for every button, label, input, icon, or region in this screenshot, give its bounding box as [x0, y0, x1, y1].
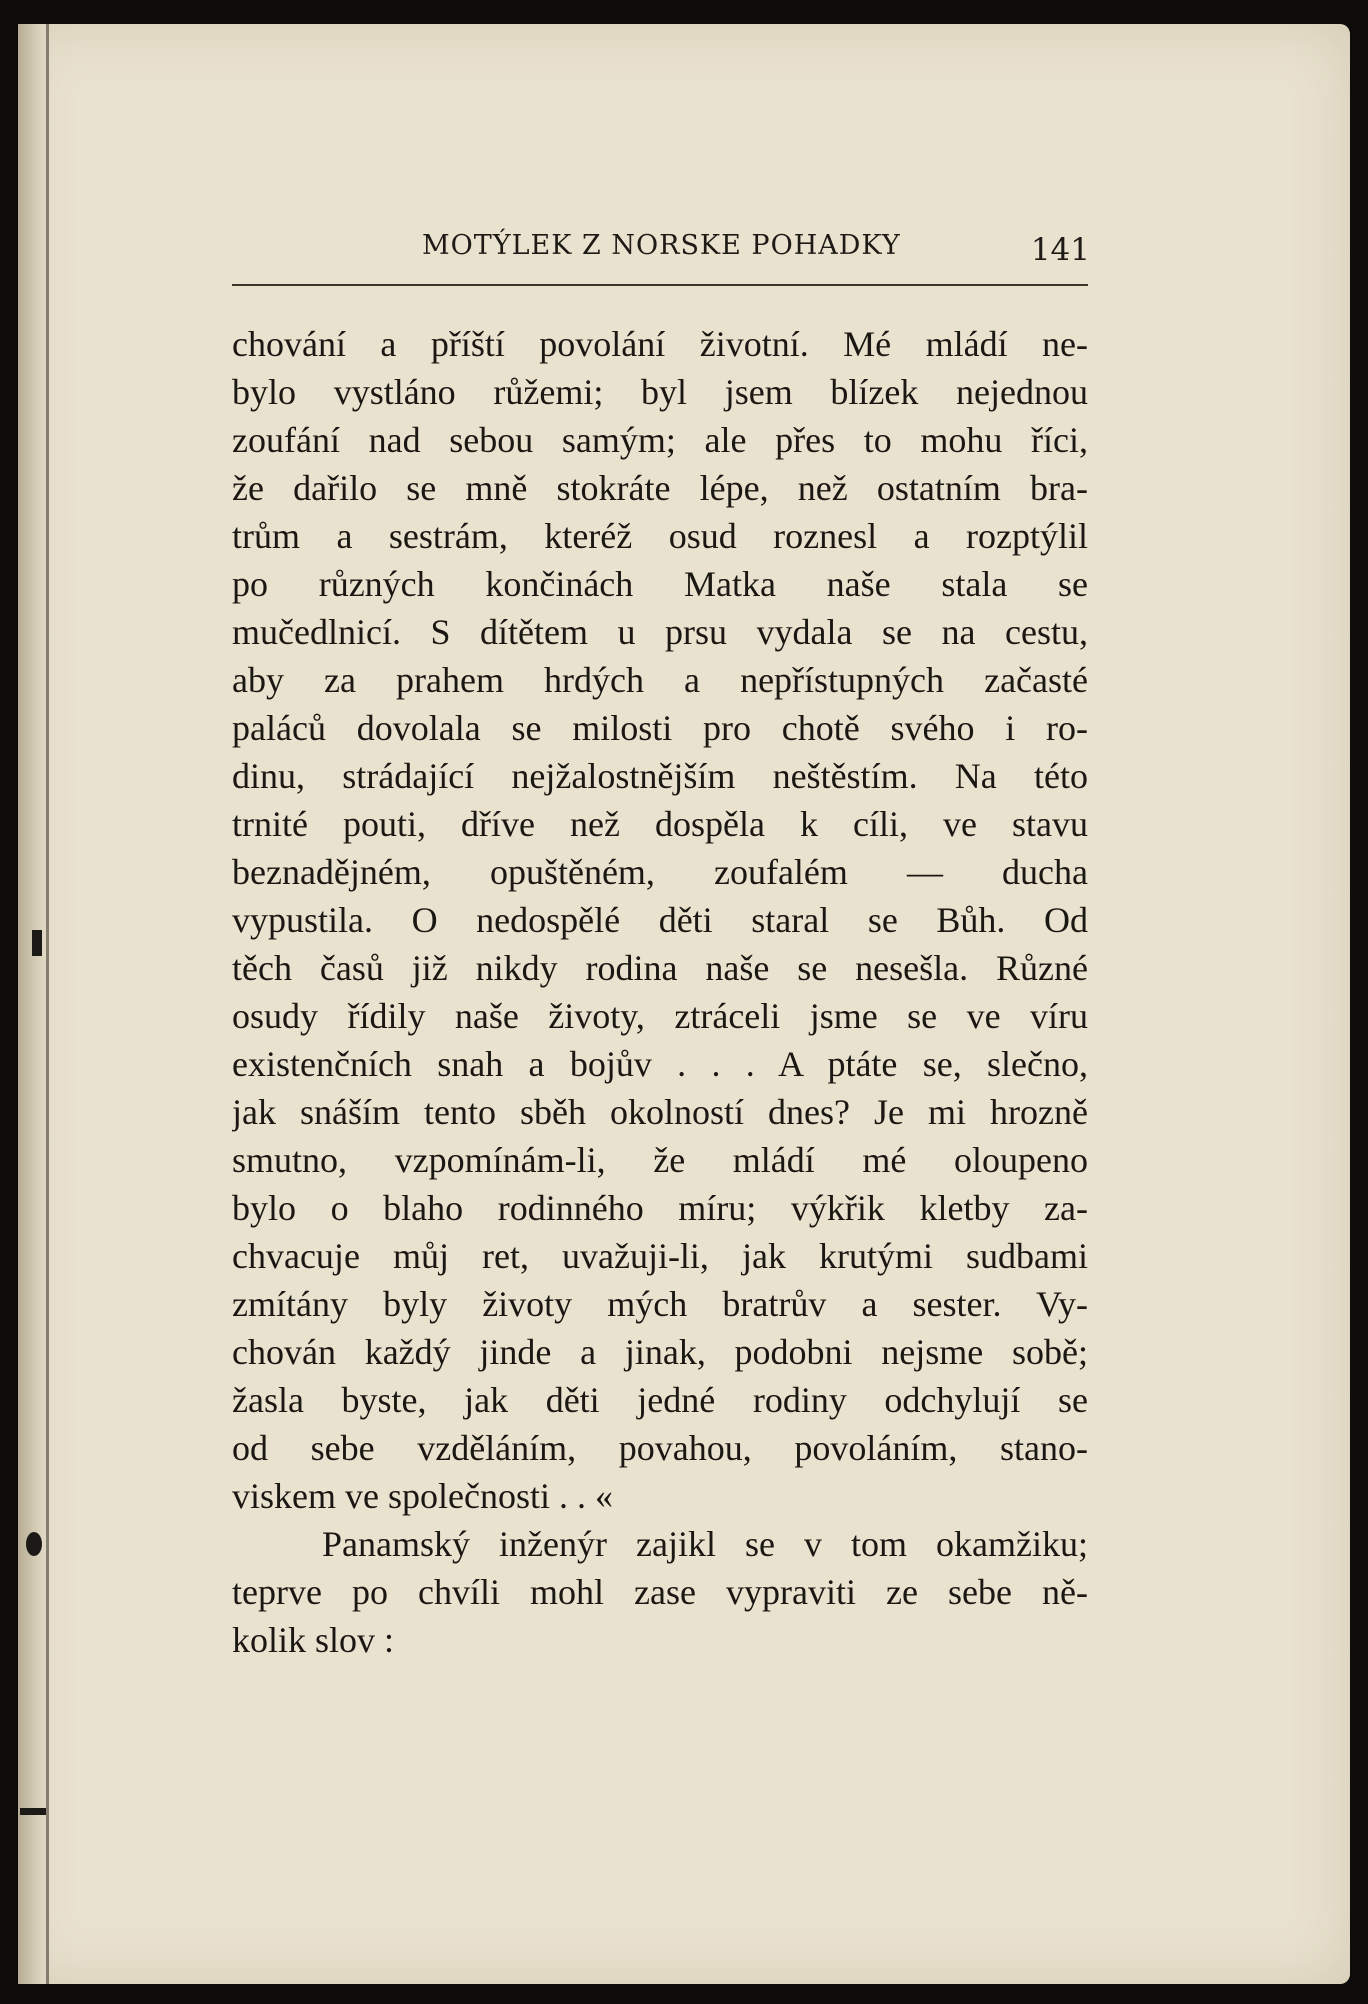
text-line: dinu, strádající nejžalostnějším neštěstím. Na této: [232, 756, 1088, 796]
text-line: chvacuje můj ret, uvažuji-li, jak krutými sudbami: [232, 1236, 1088, 1276]
paragraph-end-line: kolik slov :: [232, 1620, 395, 1660]
text-line: zoufání nad sebou samým; ale přes to mohu říci,: [232, 420, 1088, 460]
binding-mark: [20, 1808, 46, 1815]
text-line: těch časů již nikdy rodina naše se nesešla. Různé: [232, 948, 1088, 988]
text-line: bylo vystláno růžemi; byl jsem blízek nejednou: [232, 372, 1088, 412]
text-line: smutno, vzpomínám-li, že mládí mé oloupeno: [232, 1140, 1088, 1180]
page-number: 141: [1030, 232, 1090, 268]
text-line: po různých končinách Matka naše stala se: [232, 564, 1088, 604]
text-line: existenčních snah a bojův . . . A ptáte se, slečno,: [232, 1044, 1088, 1084]
binding-mark: [26, 1532, 42, 1556]
text-line: paláců dovolala se milosti pro chotě svého i ro-: [232, 708, 1088, 748]
page-header: [230, 222, 1090, 270]
paragraph-start-line: Panamský inženýr zajikl se v tom okamžiku;: [322, 1524, 1088, 1564]
text-line: že dařilo se mně stokráte lépe, než ostatním bra-: [232, 468, 1088, 508]
text-line: žasla byste, jak děti jedné rodiny odchylují se: [232, 1380, 1088, 1420]
text-line: trnité pouti, dříve než dospěla k cíli, ve stavu: [232, 804, 1088, 844]
binding-edge: [46, 24, 49, 1984]
text-line: od sebe vzděláním, povahou, povoláním, stano-: [232, 1428, 1088, 1468]
running-title: MOTÝLEK Z NORSKE POHADKY: [422, 230, 901, 261]
text-line: jak snáším tento sběh okolností dnes? Je mi hrozně: [232, 1092, 1088, 1132]
text-line: bylo o blaho rodinného míru; výkřik kletby za-: [232, 1188, 1088, 1228]
text-line: teprve po chvíli mohl zase vypraviti ze sebe ně-: [232, 1572, 1088, 1612]
text-line: mučedlnicí. S dítětem u prsu vydala se na cestu,: [232, 612, 1088, 652]
text-line: vypustila. O nedospělé děti staral se Bůh. Od: [232, 900, 1088, 940]
text-line: aby za prahem hrdých a nepřístupných začasté: [232, 660, 1088, 700]
header-rule: [232, 284, 1088, 286]
text-line: zmítány byly životy mých bratrův a sester. Vy-: [232, 1284, 1088, 1324]
text-line: osudy řídily naše životy, ztráceli jsme se ve víru: [232, 996, 1088, 1036]
text-line: chován každý jinde a jinak, podobni nejsme sobě;: [232, 1332, 1088, 1372]
binding-mark: [32, 930, 42, 956]
text-line: chování a příští povolání životní. Mé mládí ne-: [232, 324, 1088, 364]
text-line: beznadějném, opuštěném, zoufalém — ducha: [232, 852, 1088, 892]
body-text: [232, 320, 1088, 1664]
text-line: trům a sestrám, kteréž osud roznesl a rozptýlil: [232, 516, 1088, 556]
paragraph-end-line: viskem ve společnosti . . «: [232, 1476, 613, 1516]
